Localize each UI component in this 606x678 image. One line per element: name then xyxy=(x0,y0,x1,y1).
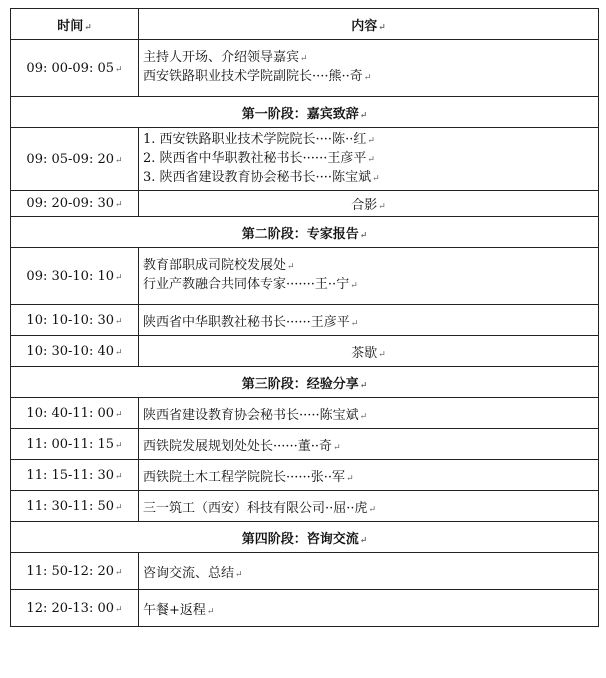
opening-line-1: 主持人开场、介绍领导嘉宾 xyxy=(143,50,300,65)
opening-time: 09: 00-09: 05↵ xyxy=(11,40,139,97)
row-share1 xyxy=(11,398,599,429)
share3-time: 11: 15-11: 30↵ xyxy=(11,460,139,491)
row-share4 xyxy=(11,491,599,522)
report1-line-1: 教育部职成司院校发展处 xyxy=(143,258,287,273)
speech-line-2: 2. 陕西省中华职教社秘书长······王彦平 xyxy=(143,150,367,166)
row-photo xyxy=(11,191,599,217)
opening-content: 主持人开场、介绍领导嘉宾↵ 西安铁路职业技术学院副院长····熊··奇↵ xyxy=(139,40,599,97)
header-content-label: 内容 xyxy=(351,18,378,34)
photo-time: 09: 20-09: 30↵ xyxy=(11,191,139,217)
consult-time: 11: 50-12: 20↵ xyxy=(11,553,139,590)
share2-time: 11: 00-11: 15↵ xyxy=(11,429,139,460)
consult-content: 咨询交流、总结↵ xyxy=(139,553,599,590)
stage2-title: 第二阶段：专家报告↵ xyxy=(11,217,599,248)
share3-content: 西铁院土木工程学院院长······张··军↵ xyxy=(139,460,599,491)
share4-time: 11: 30-11: 50↵ xyxy=(11,491,139,522)
row-tea xyxy=(11,336,599,367)
stage4-title: 第四阶段：咨询交流↵ xyxy=(11,522,599,553)
stage1-row xyxy=(11,97,599,128)
row-share3 xyxy=(11,460,599,491)
speeches-time: 09: 05-09: 20↵ xyxy=(11,128,139,191)
tea-content: 茶歇↵ xyxy=(139,336,599,367)
row-consult xyxy=(11,553,599,590)
report2-time: 10: 10-10: 30↵ xyxy=(11,305,139,336)
report1-time: 09: 30-10: 10↵ xyxy=(11,248,139,305)
agenda-table xyxy=(10,8,599,627)
tea-time: 10: 30-10: 40↵ xyxy=(11,336,139,367)
lunch-time: 12: 20-13: 00↵ xyxy=(11,590,139,627)
stage3-title: 第三阶段：经验分享↵ xyxy=(11,367,599,398)
report1-content: 教育部职成司院校发展处↵ 行业产教融合共同体专家·······王··宁↵ xyxy=(139,248,599,305)
report1-line-2: 行业产教融合共同体专家·······王··宁 xyxy=(143,277,350,292)
stage1-title: 第一阶段：嘉宾致辞↵ xyxy=(11,97,599,128)
header-row xyxy=(11,9,599,40)
row-share2 xyxy=(11,429,599,460)
header-content: 内容↵ xyxy=(139,9,599,40)
lunch-content: 午餐+返程↵ xyxy=(139,590,599,627)
row-speeches xyxy=(11,128,599,191)
header-time-label: 时间 xyxy=(57,18,84,34)
speeches-content: 1. 西安铁路职业技术学院院长····陈··红↵ 2. 陕西省中华职教社秘书长······王彦平↵ 3. 陕西省建设教育协会秘书长····陈宝斌↵ xyxy=(139,128,599,191)
row-report1 xyxy=(11,248,599,305)
opening-line-2: 西安铁路职业技术学院副院长····熊··奇 xyxy=(143,69,363,84)
share2-content: 西铁院发展规划处处长······董··奇↵ xyxy=(139,429,599,460)
row-lunch xyxy=(11,590,599,627)
share1-content: 陕西省建设教育协会秘书长·····陈宝斌↵ xyxy=(139,398,599,429)
share1-time: 10: 40-11: 00↵ xyxy=(11,398,139,429)
stage3-row xyxy=(11,367,599,398)
share4-content: 三一筑工（西安）科技有限公司··屈··虎↵ xyxy=(139,491,599,522)
speech-line-1: 1. 西安铁路职业技术学院院长····陈··红 xyxy=(143,131,367,147)
report2-content: 陕西省中华职教社秘书长······王彦平↵ xyxy=(139,305,599,336)
row-opening xyxy=(11,40,599,97)
speech-line-3: 3. 陕西省建设教育协会秘书长····陈宝斌 xyxy=(143,169,372,185)
stage2-row xyxy=(11,217,599,248)
photo-content: 合影↵ xyxy=(139,191,599,217)
stage4-row xyxy=(11,522,599,553)
row-report2 xyxy=(11,305,599,336)
header-time: 时间↵ xyxy=(11,9,139,40)
agenda-page xyxy=(10,8,598,627)
